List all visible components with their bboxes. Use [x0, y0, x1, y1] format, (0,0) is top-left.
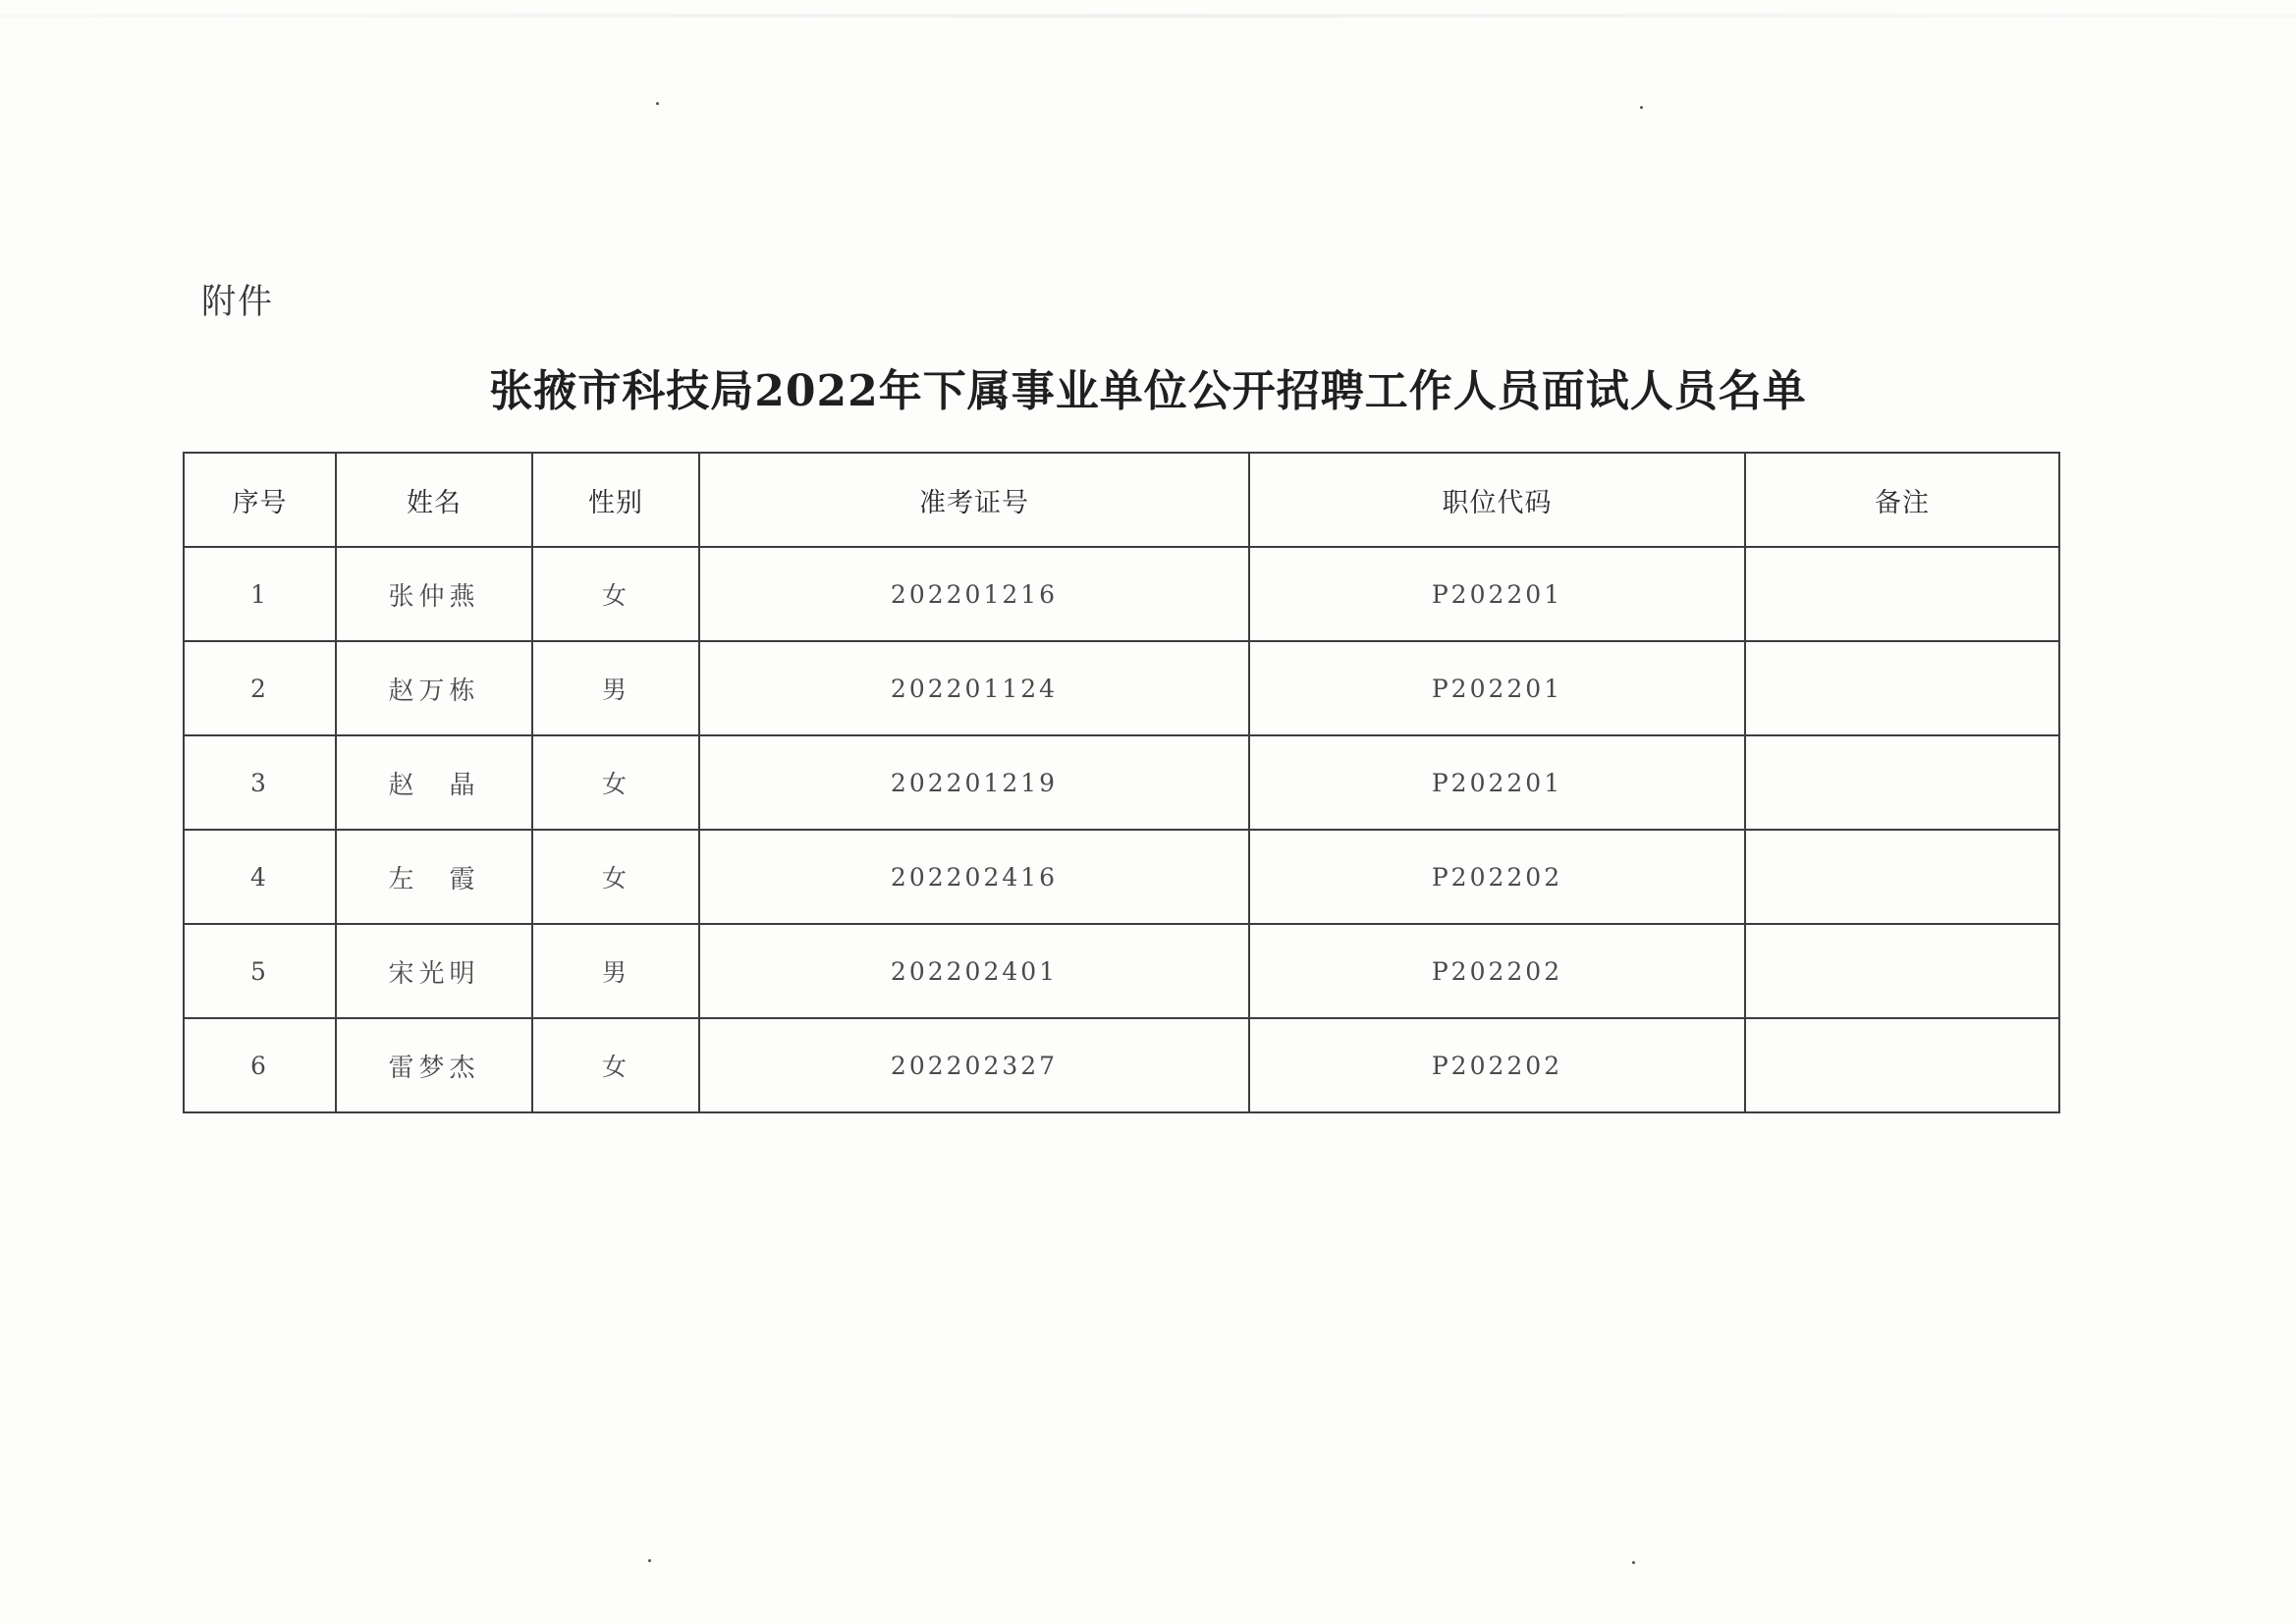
cell-name: 宋光明 [336, 924, 532, 1018]
cell-position-code: P202202 [1249, 924, 1745, 1018]
table-header-row [184, 453, 2059, 547]
cell-position-code: P202202 [1249, 1018, 1745, 1112]
scan-speck [656, 102, 659, 105]
header-admission-no: 准考证号 [699, 453, 1249, 547]
table-row [184, 924, 2059, 1018]
scan-speck [1640, 106, 1643, 109]
table-row [184, 1018, 2059, 1112]
cell-position-code: P202202 [1249, 830, 1745, 924]
scan-speck [648, 1559, 651, 1562]
header-remarks: 备注 [1745, 453, 2059, 547]
cell-index: 3 [184, 735, 336, 830]
header-gender: 性别 [532, 453, 699, 547]
cell-position-code: P202201 [1249, 547, 1745, 641]
cell-remarks [1745, 1018, 2059, 1112]
header-position-code: 职位代码 [1249, 453, 1745, 547]
cell-remarks [1745, 830, 2059, 924]
cell-index: 5 [184, 924, 336, 1018]
cell-admission-no: 202201124 [699, 641, 1249, 735]
cell-index: 2 [184, 641, 336, 735]
cell-name: 雷梦杰 [336, 1018, 532, 1112]
cell-remarks [1745, 641, 2059, 735]
cell-name: 赵万栋 [336, 641, 532, 735]
cell-remarks [1745, 735, 2059, 830]
cell-admission-no: 202202327 [699, 1018, 1249, 1112]
header-name: 姓名 [336, 453, 532, 547]
cell-gender: 男 [532, 924, 699, 1018]
cell-remarks [1745, 547, 2059, 641]
scan-artifact [0, 14, 2296, 18]
cell-gender: 女 [532, 547, 699, 641]
attachment-label: 附件 [201, 283, 275, 322]
cell-position-code: P202201 [1249, 735, 1745, 830]
cell-admission-no: 202201219 [699, 735, 1249, 830]
interview-roster-table [183, 452, 2060, 1113]
cell-gender: 女 [532, 1018, 699, 1112]
table-row [184, 547, 2059, 641]
cell-name: 左 霞 [336, 830, 532, 924]
table-row [184, 830, 2059, 924]
cell-admission-no: 202201216 [699, 547, 1249, 641]
cell-index: 4 [184, 830, 336, 924]
table-row [184, 641, 2059, 735]
cell-gender: 女 [532, 735, 699, 830]
cell-position-code: P202201 [1249, 641, 1745, 735]
cell-name: 张仲燕 [336, 547, 532, 641]
table-row [184, 735, 2059, 830]
cell-admission-no: 202202416 [699, 830, 1249, 924]
scan-speck [1632, 1561, 1635, 1564]
cell-admission-no: 202202401 [699, 924, 1249, 1018]
document-title: 张掖市科技局2022年下属事业单位公开招聘工作人员面试人员名单 [489, 366, 1807, 416]
cell-gender: 女 [532, 830, 699, 924]
cell-index: 1 [184, 547, 336, 641]
cell-index: 6 [184, 1018, 336, 1112]
cell-gender: 男 [532, 641, 699, 735]
cell-remarks [1745, 924, 2059, 1018]
header-index: 序号 [184, 453, 336, 547]
cell-name: 赵 晶 [336, 735, 532, 830]
